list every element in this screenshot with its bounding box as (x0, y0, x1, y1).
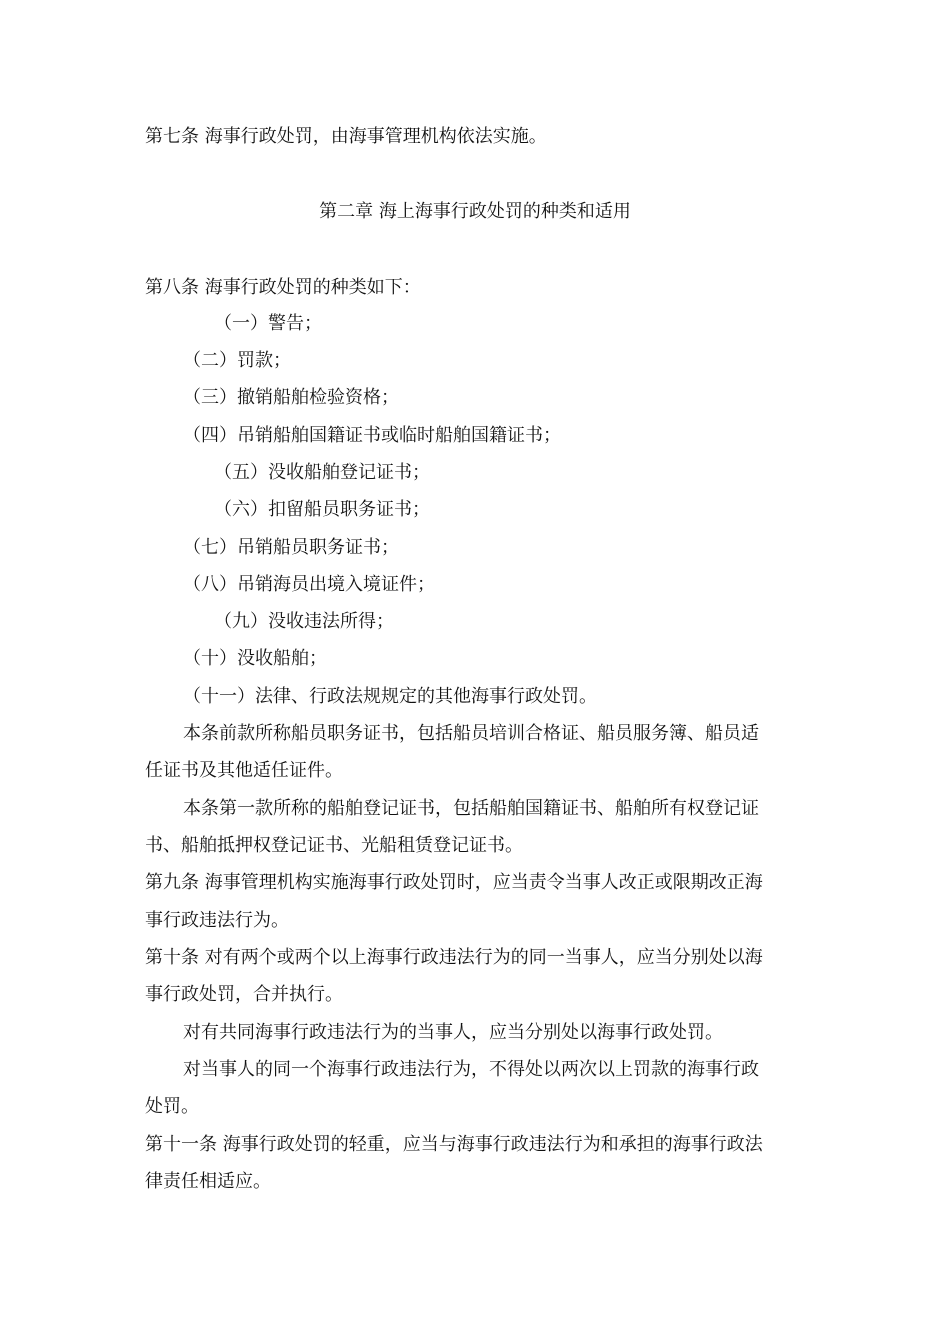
article-7: 第七条 海事行政处罚，由海事管理机构依法实施。 (145, 126, 547, 147)
chapter-2-title: 第二章 海上海事行政处罚的种类和适用 (319, 201, 631, 222)
penalty-item-8: （八）吊销海员出境入境证件； (183, 574, 435, 595)
penalty-item-3: （三）撤销船舶检验资格； (183, 387, 399, 408)
article-10-para-2: 对有共同海事行政违法行为的当事人，应当分别处以海事行政处罚。 (183, 1022, 723, 1043)
article-8-para-2-line-2: 任证书及其他适任证件。 (145, 760, 343, 781)
article-8-intro: 第八条 海事行政处罚的种类如下： (145, 277, 421, 298)
article-10-line-2: 事行政处罚，合并执行。 (145, 984, 343, 1005)
penalty-item-6: （六）扣留船员职务证书； (214, 499, 430, 520)
article-10-line-1: 第十条 对有两个或两个以上海事行政违法行为的同一当事人，应当分别处以海 (145, 947, 763, 968)
article-9-line-1: 第九条 海事管理机构实施海事行政处罚时，应当责令当事人改正或限期改正海 (145, 872, 763, 893)
article-10-para-3-line-2: 处罚。 (145, 1096, 199, 1117)
article-11-line-1: 第十一条 海事行政处罚的轻重，应当与海事行政违法行为和承担的海事行政法 (145, 1134, 763, 1155)
penalty-item-2: （二）罚款； (183, 350, 291, 371)
article-8-para-3-line-2: 书、船舶抵押权登记证书、光船租赁登记证书。 (145, 835, 523, 856)
article-8-para-3-line-1: 本条第一款所称的船舶登记证书，包括船舶国籍证书、船舶所有权登记证 (183, 798, 759, 819)
penalty-item-10: （十）没收船舶； (183, 648, 327, 669)
penalty-item-9: （九）没收违法所得； (214, 611, 394, 632)
penalty-item-5: （五）没收船舶登记证书； (214, 462, 430, 483)
article-10-para-3-line-1: 对当事人的同一个海事行政违法行为，不得处以两次以上罚款的海事行政 (183, 1059, 759, 1080)
article-8-para-2-line-1: 本条前款所称船员职务证书，包括船员培训合格证、船员服务簿、船员适 (183, 723, 759, 744)
penalty-item-11: （十一）法律、行政法规规定的其他海事行政处罚。 (183, 686, 597, 707)
penalty-item-4: （四）吊销船舶国籍证书或临时船舶国籍证书； (183, 425, 561, 446)
penalty-item-7: （七）吊销船员职务证书； (183, 537, 399, 558)
article-9-line-2: 事行政违法行为。 (145, 910, 289, 931)
penalty-item-1: （一）警告； (214, 313, 322, 334)
article-11-line-2: 律责任相适应。 (145, 1171, 271, 1192)
